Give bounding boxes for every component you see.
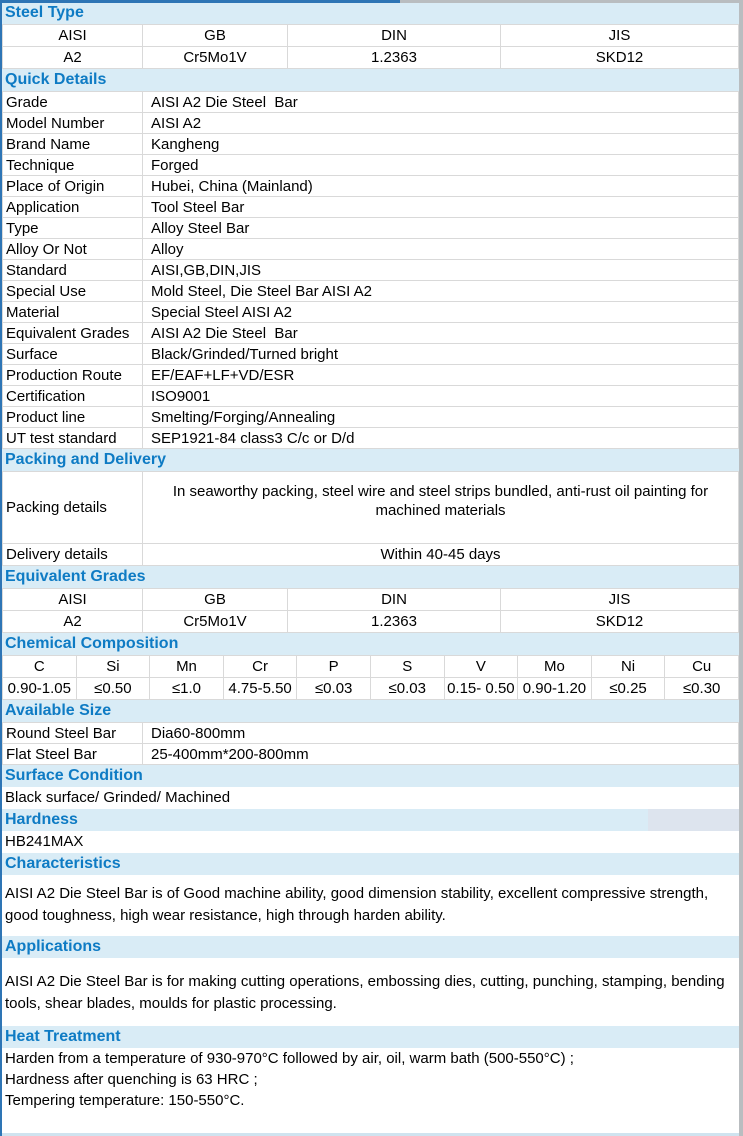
section-header-characteristics bbox=[2, 853, 739, 875]
section-header-chemical-composition bbox=[2, 633, 739, 655]
detail-label: Equivalent Grades bbox=[3, 323, 143, 344]
grade-value-cell: 1.2363 bbox=[288, 611, 501, 633]
heat-treatment-line: Harden from a temperature of 930-970°C followed by air, oil, warm bath (500-550°C) ; bbox=[5, 1050, 574, 1067]
section-header-hardness bbox=[2, 809, 739, 831]
detail-row bbox=[3, 260, 739, 281]
detail-label: Technique bbox=[3, 155, 143, 176]
grade-value-cell: Cr5Mo1V bbox=[143, 611, 288, 633]
packing-value: In seaworthy packing, steel wire and steel strips bundled, anti-rust oil painting for machined materials bbox=[143, 472, 739, 544]
size-row bbox=[3, 744, 739, 765]
detail-row bbox=[3, 365, 739, 386]
steel-type-standards-row bbox=[3, 25, 739, 47]
detail-row bbox=[3, 386, 739, 407]
section-header-available-size bbox=[2, 700, 739, 722]
section-header-equivalent-grades bbox=[2, 566, 739, 588]
equivalent-standards-row bbox=[3, 589, 739, 611]
composition-cell: ≤0.25 bbox=[591, 678, 665, 700]
section-header-steel-type bbox=[2, 3, 739, 24]
composition-cell: ≤0.03 bbox=[297, 678, 371, 700]
steel-type-values-row bbox=[3, 47, 739, 69]
section-title-heat-treatment: Heat Treatment bbox=[5, 1028, 121, 1045]
heat-treatment-line: Tempering temperature: 150-550°C. bbox=[5, 1092, 245, 1109]
detail-label: Application bbox=[3, 197, 143, 218]
section-title-quick-details: Quick Details bbox=[5, 71, 107, 88]
detail-label: Model Number bbox=[3, 113, 143, 134]
composition-cell: ≤0.50 bbox=[76, 678, 150, 700]
standard-header-cell: DIN bbox=[288, 25, 501, 47]
delivery-details-row bbox=[3, 544, 739, 566]
section-header-applications bbox=[2, 936, 739, 958]
section-header-packing-delivery bbox=[2, 449, 739, 471]
detail-row bbox=[3, 197, 739, 218]
equivalent-values-row bbox=[3, 611, 739, 633]
element-cell: V bbox=[444, 656, 518, 678]
composition-cell: ≤0.03 bbox=[370, 678, 444, 700]
detail-value: Smelting/Forging/Annealing bbox=[143, 407, 739, 428]
section-header-surface-condition bbox=[2, 765, 739, 787]
delivery-label: Delivery details bbox=[3, 544, 143, 566]
size-row bbox=[3, 723, 739, 744]
detail-value: AISI,GB,DIN,JIS bbox=[143, 260, 739, 281]
section-title-characteristics: Characteristics bbox=[5, 855, 121, 872]
grade-value-cell: A2 bbox=[3, 47, 143, 69]
detail-label: Product line bbox=[3, 407, 143, 428]
detail-value: Alloy bbox=[143, 239, 739, 260]
detail-value: Special Steel AISI A2 bbox=[143, 302, 739, 323]
section-title-hardness: Hardness bbox=[5, 811, 78, 828]
detail-label: Type bbox=[3, 218, 143, 239]
detail-label: Special Use bbox=[3, 281, 143, 302]
available-size-table bbox=[2, 722, 739, 765]
detail-value: Hubei, China (Mainland) bbox=[143, 176, 739, 197]
detail-row bbox=[3, 281, 739, 302]
element-cell: Cu bbox=[665, 656, 739, 678]
size-value: Dia60-800mm bbox=[143, 723, 739, 744]
detail-row bbox=[3, 176, 739, 197]
section-title-equivalent-grades: Equivalent Grades bbox=[5, 568, 146, 585]
surface-condition-value: Black surface/ Grinded/ Machined bbox=[5, 789, 231, 806]
detail-value: Black/Grinded/Turned bright bbox=[143, 344, 739, 365]
characteristics-text: AISI A2 Die Steel Bar is of Good machine ability, good dimension stability, excellent compressive strength, good toughness, high wear resistance, high through harden ability. bbox=[5, 885, 709, 924]
detail-value: AISI A2 bbox=[143, 113, 739, 134]
detail-label: Brand Name bbox=[3, 134, 143, 155]
composition-cell: 4.75-5.50 bbox=[223, 678, 297, 700]
section-title-applications: Applications bbox=[5, 938, 102, 955]
element-cell: Mo bbox=[518, 656, 592, 678]
detail-label: Material bbox=[3, 302, 143, 323]
detail-value: Kangheng bbox=[143, 134, 739, 155]
detail-row bbox=[3, 428, 739, 449]
standard-header-cell: GB bbox=[143, 25, 288, 47]
hardness-band-tail bbox=[648, 809, 739, 831]
delivery-value: Within 40-45 days bbox=[143, 544, 739, 566]
detail-label: UT test standard bbox=[3, 428, 143, 449]
grade-value-cell: 1.2363 bbox=[288, 47, 501, 69]
grade-value-cell: SKD12 bbox=[501, 611, 739, 633]
standard-header-cell: GB bbox=[143, 589, 288, 611]
applications-text: AISI A2 Die Steel Bar is for making cutting operations, embossing dies, cutting, punching, stamping, bending tools, shear blades, moulds for plastic processing. bbox=[5, 973, 725, 1012]
composition-cell: ≤1.0 bbox=[150, 678, 224, 700]
detail-row bbox=[3, 302, 739, 323]
detail-label: Standard bbox=[3, 260, 143, 281]
element-cell: Ni bbox=[591, 656, 665, 678]
section-title-surface-condition: Surface Condition bbox=[5, 767, 143, 784]
composition-cell: ≤0.30 bbox=[665, 678, 739, 700]
chemical-elements-row bbox=[3, 656, 739, 678]
chemical-composition-table bbox=[2, 655, 739, 700]
packing-details-row bbox=[3, 472, 739, 544]
packing-delivery-table bbox=[2, 471, 739, 566]
grade-value-cell: A2 bbox=[3, 611, 143, 633]
detail-row bbox=[3, 239, 739, 260]
section-title-available-size: Available Size bbox=[5, 702, 112, 719]
element-cell: C bbox=[3, 656, 77, 678]
equivalent-grades-table bbox=[2, 588, 739, 633]
grade-value-cell: Cr5Mo1V bbox=[143, 47, 288, 69]
detail-label: Grade bbox=[3, 92, 143, 113]
detail-row bbox=[3, 323, 739, 344]
detail-value: Mold Steel, Die Steel Bar AISI A2 bbox=[143, 281, 739, 302]
detail-row bbox=[3, 155, 739, 176]
standard-header-cell: DIN bbox=[288, 589, 501, 611]
grade-value-cell: SKD12 bbox=[501, 47, 739, 69]
detail-label: Place of Origin bbox=[3, 176, 143, 197]
detail-value: ISO9001 bbox=[143, 386, 739, 407]
hardness-value: HB241MAX bbox=[5, 833, 84, 850]
detail-row bbox=[3, 344, 739, 365]
detail-row bbox=[3, 218, 739, 239]
composition-cell: 0.90-1.05 bbox=[3, 678, 77, 700]
composition-cell: 0.15- 0.50 bbox=[444, 678, 518, 700]
standard-header-cell: AISI bbox=[3, 589, 143, 611]
chemical-values-row bbox=[3, 678, 739, 700]
size-value: 25-400mm*200-800mm bbox=[143, 744, 739, 765]
detail-value: AISI A2 Die Steel Bar bbox=[143, 323, 739, 344]
detail-label: Production Route bbox=[3, 365, 143, 386]
detail-value: AISI A2 Die Steel Bar bbox=[143, 92, 739, 113]
section-header-quick-details bbox=[2, 69, 739, 91]
steel-type-table bbox=[2, 24, 739, 69]
heat-treatment-text bbox=[2, 1048, 739, 1112]
detail-row bbox=[3, 113, 739, 134]
standard-header-cell: JIS bbox=[501, 25, 739, 47]
section-title-packing-delivery: Packing and Delivery bbox=[5, 451, 166, 468]
quick-details-table bbox=[2, 91, 739, 449]
detail-value: Tool Steel Bar bbox=[143, 197, 739, 218]
element-cell: Si bbox=[76, 656, 150, 678]
element-cell: Cr bbox=[223, 656, 297, 678]
section-title-steel-type: Steel Type bbox=[5, 4, 84, 21]
detail-row bbox=[3, 92, 739, 113]
size-label: Round Steel Bar bbox=[3, 723, 143, 744]
detail-value: Forged bbox=[143, 155, 739, 176]
element-cell: P bbox=[297, 656, 371, 678]
detail-label: Certification bbox=[3, 386, 143, 407]
composition-cell: 0.90-1.20 bbox=[518, 678, 592, 700]
heat-treatment-line: Hardness after quenching is 63 HRC ; bbox=[5, 1071, 258, 1088]
standard-header-cell: AISI bbox=[3, 25, 143, 47]
section-title-chemical-composition: Chemical Composition bbox=[5, 635, 179, 652]
detail-label: Surface bbox=[3, 344, 143, 365]
detail-label: Alloy Or Not bbox=[3, 239, 143, 260]
detail-value: EF/EAF+LF+VD/ESR bbox=[143, 365, 739, 386]
section-header-heat-treatment bbox=[2, 1026, 739, 1048]
size-label: Flat Steel Bar bbox=[3, 744, 143, 765]
element-cell: Mn bbox=[150, 656, 224, 678]
detail-row bbox=[3, 407, 739, 428]
detail-value: Alloy Steel Bar bbox=[143, 218, 739, 239]
element-cell: S bbox=[370, 656, 444, 678]
packing-label: Packing details bbox=[3, 472, 143, 544]
detail-row bbox=[3, 134, 739, 155]
standard-header-cell: JIS bbox=[501, 589, 739, 611]
detail-value: SEP1921-84 class3 C/c or D/d bbox=[143, 428, 739, 449]
